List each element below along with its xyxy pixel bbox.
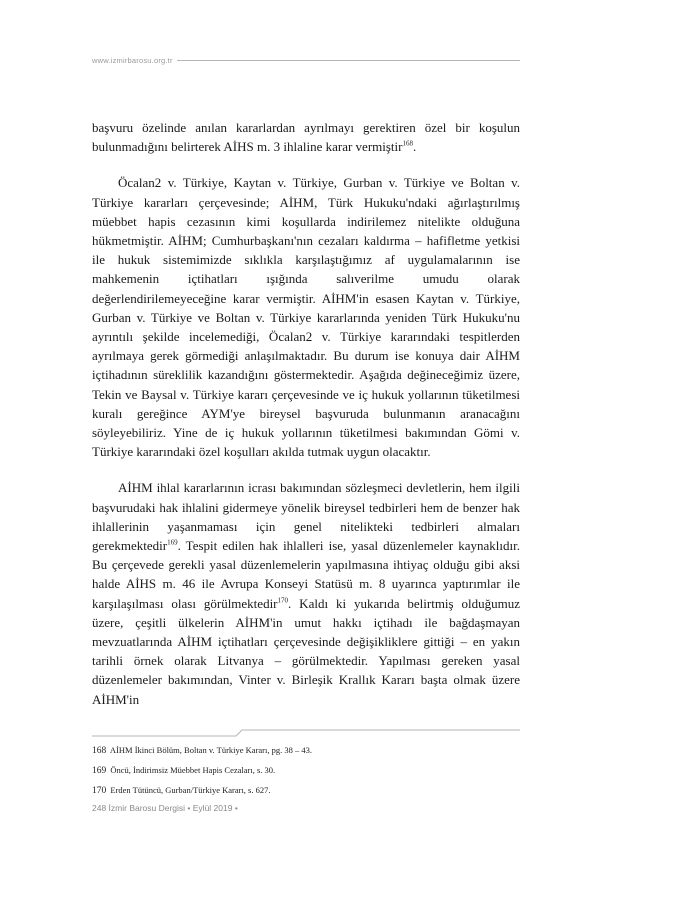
- footnote-text: Öncü, İndirimsiz Müebbet Hapis Cezaları, s. 30.: [110, 765, 276, 775]
- footnotes: [92, 744, 520, 804]
- running-header: [92, 52, 520, 68]
- footnote-ref-168[interactable]: 168: [402, 139, 413, 148]
- page-footer-text: 248 İzmir Barosu Dergisi • Eylül 2019 •: [92, 803, 238, 813]
- paragraph-3-text-c: . Kaldı ki yukarıda belirtmiş olduğumuz üzere, çeşitli ülkelerin AİHM'in umut hakkı içtihadı ile bağdaşmayan mevzuatlarında AİHM içtihatları çerçevesinde değişikliklere gittiği – en yakın tarihli örnek olarak Litvanya – görülmektedir. Yapılması gereken yasal düzenlemeler bakımından, Vinter v. Birleşik Krallık Kararı başta olmak üzere AİHM'in: [92, 595, 521, 707]
- paragraph-3-text-b: . Tespit edilen hak ihlalleri ise, yasal düzenlemeler kaynaklıdır. Bu çerçevede gerekli yasal düzenlemelerin yapılmasına ihtiyaç olduğu gibi aksi halde AİHS m. 46 ile Avrupa Konseyi Statüsü m. 8 uyarınca yaptırımlar ile karşılaşılması olası görülmektedir: [92, 538, 520, 611]
- paragraph-3-text-a: AİHM ihlal kararlarının icrası bakımından sözleşmeci devletlerin, hem ilgili başvurudaki hak ihlalini gidermeye yönelik bireysel tedbirleri hem de benzer hak ihlallerinin yaşanmaması için genel nitelikteki tedbirleri almaları gerekmektedir: [92, 480, 520, 554]
- footnote-number: 170: [92, 786, 107, 796]
- paragraph-3: [92, 478, 520, 708]
- paragraph-1-end: .: [412, 139, 417, 155]
- footnote-number: 168: [92, 746, 107, 756]
- footnote-ref-170[interactable]: 170: [277, 596, 289, 605]
- footnote-170: [92, 784, 520, 797]
- paragraph-2-text: Öcalan2 v. Türkiye, Kaytan v. Türkiye, Gurban v. Türkiye ve Boltan v. Türkiye kararları çerçevesinde; AİHM, Türk Hukuku'ndaki ağırlaştırılmış müebbet hapis cezasının kimi koşullarda indirilemez nitelikte olduğuna hükmetmiştir. AİHM; Cumhurbaşkanı'nın cezaları kaldırma – hafifletme yetkisi ile hukuk sistemimizde sıklıkla karşılaştığımız af uygulamalarının ise mahkemenin içtihatları ışığında salıverilme umudu olarak değerlendirilemeyeceğine karar vermiştir. AİHM'in esasen Kaytan v. Türkiye, Gurban v. Türkiye ve Boltan v. Türkiye kararlarında yeniden Türk Hukuku'nu ayrıntılı şekilde incelemediği, Öcalan2 v. Türkiye kararındaki tespitlerden ayrılmaya gerek görmediği anlaşılmaktadır. Bu durum ise konuya dair AİHM içtihadının süreklilik kazandığını göstermektedir. Aşağıda değineceğimiz üzere, Tekin ve Baysal v. Türkiye kararı çerçevesinde ve iç hukuk yollarının tüketilmesi kuralı gereğince AYM'ye bireysel başvuruda bulunmanın aranacağını söyleyebiliriz. Yine de iç hukuk yollarının tüketilmesi bakımından Gömi v. Türkiye kararındaki özel koşulları akılda tutmak uygun olacaktır.: [92, 175, 520, 460]
- footnote-text: Erden Tütüncü, Gurban/Türkiye Kararı, s. 627.: [110, 785, 271, 795]
- footnote-divider: [92, 728, 520, 740]
- paragraph-1-text: başvuru özelinde anılan kararlardan ayrılmayı gerektiren özel bir koşulun bulunmadığını belirterek AİHS m. 3 ihlaline karar vermiştir: [92, 120, 520, 155]
- paragraph-1: [92, 118, 520, 156]
- page-footer: [92, 803, 520, 813]
- header-rule: [177, 60, 520, 61]
- header-url[interactable]: www.izmirbarosu.org.tr: [92, 55, 173, 65]
- paragraph-2: [92, 173, 520, 461]
- footnote-ref-169[interactable]: 169: [167, 538, 178, 547]
- footnote-169: [92, 764, 520, 777]
- footnote-number: 169: [92, 766, 107, 776]
- footnote-text: AİHM İkinci Bölüm, Boltan v. Türkiye Kararı, pg. 38 – 43.: [109, 745, 312, 755]
- footnote-168: [92, 744, 520, 757]
- body-text: [92, 118, 520, 709]
